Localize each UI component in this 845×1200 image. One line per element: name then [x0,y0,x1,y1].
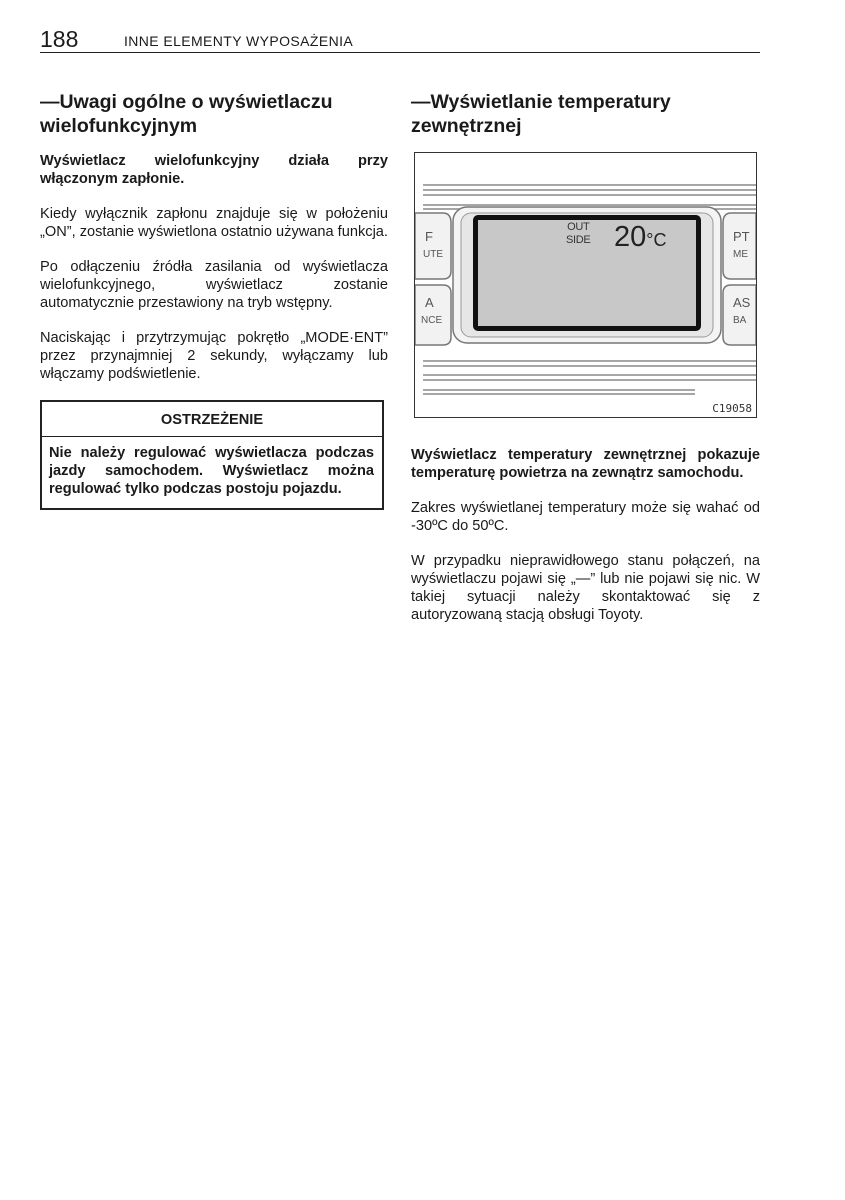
right-button-2-sublabel: BA [733,315,747,326]
temperature-readout [614,221,666,256]
left-paragraph-3: Po odłączeniu źródła zasilania od wyświetlacza wielofunkcyjnego, wyświetlacz zostanie automatycznie przestawiony na tryb wstępny. [40,259,388,311]
outside-label [566,221,590,247]
section-title: INNE ELEMENTY WYPOSAŻENIA [124,33,354,49]
warning-box [40,400,384,510]
right-button-2-label: AS [733,295,751,310]
temperature-unit: °C [646,230,667,250]
warning-title: OSTRZEŻENIE [42,402,382,437]
right-paragraph-1: Wyświetlacz temperatury zewnętrznej pokazuje temperaturę powietrza na zewnątrz samochodu. [411,447,760,481]
left-button-2-label: A [425,295,434,310]
left-column [40,90,388,510]
outside-label-line-1: OUT [567,221,590,233]
left-paragraph-2: Kiedy wyłącznik zapłonu znajduje się w położeniu „ON”, zostanie wyświetlona ostatnio używana funkcja. [40,206,388,240]
right-paragraph-2: Zakres wyświetlanej temperatury może się wahać od -30ºC do 50ºC. [411,500,760,534]
figure-code: C19058 [712,402,752,415]
temperature-value: 20 [614,221,647,253]
warning-text: Nie należy regulować wyświetlacza podczas jazdy samochodem. Wyświetlacz można regulować tylko podczas postoju pojazdu. [49,445,374,497]
left-button-2-sublabel: NCE [421,315,443,326]
right-button-1-label: PT [733,229,750,244]
left-heading: —Uwagi ogólne o wyświetlaczu wielofunkcyjnym [40,91,333,137]
page-number: 188 [40,26,79,52]
page-header [40,26,760,53]
display-panel-illustration [415,153,756,417]
right-paragraph-3: W przypadku nieprawidłowego stanu połączeń, na wyświetlaczu pojawi się „—” lub nie pojawi się nic. W takiej sytuacji należy skontaktować się z autoryzowaną stacją obsługi Toyoty. [411,553,760,623]
right-column [411,90,760,641]
right-heading: —Wyświetlanie temperatury zewnętrznej [411,91,671,137]
left-button-1-sublabel: UTE [423,249,443,260]
temperature-display-figure [414,152,757,418]
right-button-1-sublabel: ME [733,249,748,260]
left-paragraph-1: Wyświetlacz wielofunkcyjny działa przy włączonym zapłonie. [40,153,388,187]
left-button-1-label: F [425,229,433,244]
outside-label-line-2: SIDE [566,234,591,246]
left-paragraph-4: Naciskając i przytrzymując pokrętło „MODE·ENT” przez przynajmniej 2 sekundy, wyłączamy lub włączamy podświetlenie. [40,330,388,382]
